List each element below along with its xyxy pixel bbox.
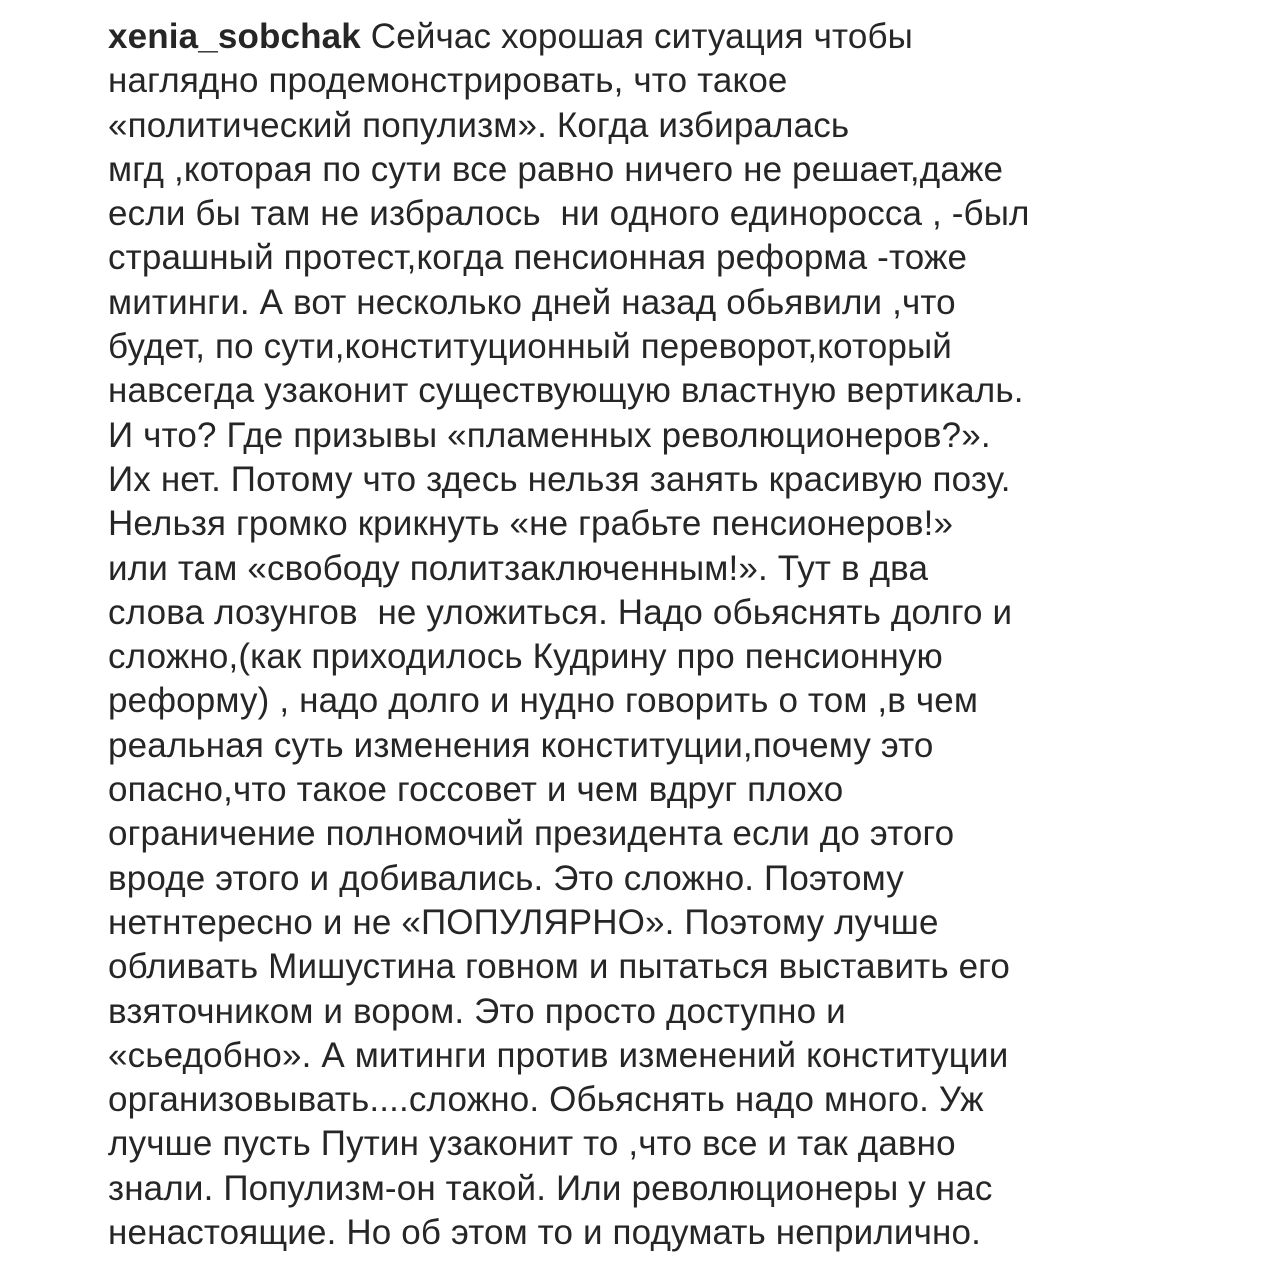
caption-line: страшный протест,когда пенсионная реформа -тоже — [108, 238, 968, 278]
caption-text: Сейчас хорошая ситуация чтобы — [360, 17, 913, 56]
caption-line: сложно,(как приходилось Кудрину про пенсионную — [108, 637, 943, 677]
caption-line: или там «свободу политзаключенным!». Тут в два — [108, 548, 929, 588]
caption-line: И что? Где призывы «пламенных революционеров?». — [108, 415, 991, 455]
caption-line: лучше пусть Путин узаконит то ,что все и так давно — [108, 1124, 956, 1164]
caption-line: митинги. А вот несколько дней назад обьявили ,что — [108, 282, 956, 322]
caption-line: Их нет. Потому что здесь нельзя занять красивую позу. — [108, 459, 1011, 499]
caption-line: наглядно продемонстрировать, что такое — [108, 61, 788, 101]
caption-line: «политический популизм». Когда избиралась — [108, 105, 850, 145]
caption-line: «сьедобно». А митинги против изменений конституции — [108, 1035, 1009, 1075]
username-link[interactable]: xenia_sobchak — [108, 17, 361, 56]
caption-line: обливать Мишустина говном и пытаться выставить его — [108, 947, 1010, 987]
caption-line: слова лозунгов не уложиться. Надо обьяснять долго и — [108, 592, 1013, 632]
post-caption — [108, 15, 1248, 1255]
caption-line: мгд ,которая по сути все равно ничего не решает,даже — [108, 149, 1004, 189]
caption-line: нетнтересно и не «ПОПУЛЯРНО». Поэтому лучше — [108, 902, 939, 942]
caption-line: ограничение полномочий президента если до этого — [108, 814, 955, 854]
caption-line: реформу) , надо долго и нудно говорить о том ,в чем — [108, 681, 979, 721]
caption-line: реальная суть изменения конституции,почему это — [108, 725, 934, 765]
caption-line: если бы там не избралось ни одного единоросса , -был — [108, 194, 1030, 234]
caption-line: организовывать....сложно. Обьяснять надо много. Уж — [108, 1080, 984, 1120]
caption-line: взяточником и вором. Это просто доступно и — [108, 991, 846, 1031]
caption-line: ненастоящие. Но об этом то и подумать неприлично. — [108, 1213, 981, 1253]
caption-line: знали. Популизм-он такой. Или революционеры у нас — [108, 1168, 993, 1208]
caption-line: вроде этого и добивались. Это сложно. Поэтому — [108, 858, 904, 898]
caption-line: навсегда узаконит существующую властную вертикаль. — [108, 371, 1024, 411]
caption-line: будет, по сути,конституционный переворот,который — [108, 327, 952, 367]
caption-line: опасно,что такое госсовет и чем вдруг плохо — [108, 770, 844, 810]
caption-first-line — [108, 15, 1248, 59]
caption-line: Нельзя громко крикнуть «не грабьте пенсионеров!» — [108, 504, 954, 544]
